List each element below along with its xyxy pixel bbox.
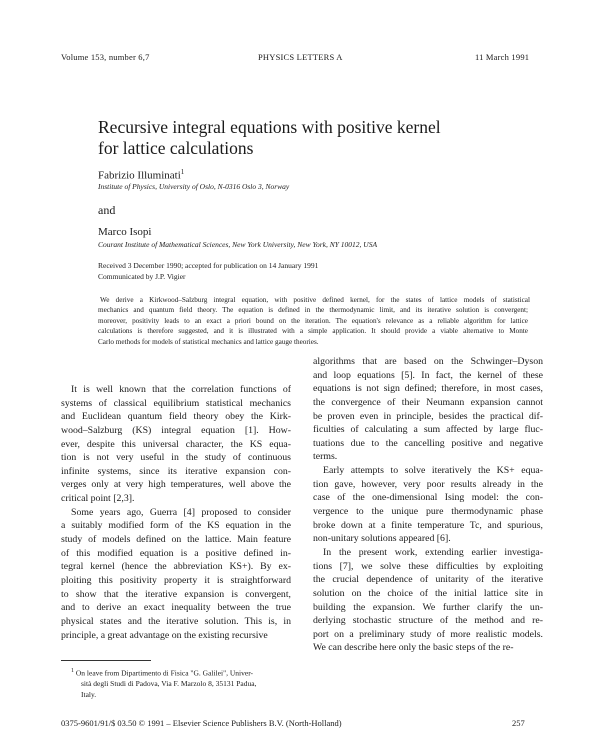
text-line: port on a preliminary study of more realistic models.: [313, 628, 543, 640]
footnote-line: Italy.: [81, 689, 97, 699]
text-line: infinite systems, since its iterative expansion con-: [61, 465, 291, 477]
abstract: [100, 295, 530, 347]
text-line: equations is not sign defined; therefore, in most cases,: [313, 383, 543, 395]
left-column: [61, 383, 291, 642]
right-column: [313, 355, 543, 655]
text-line: and loop equations [5]. In fact, the kernel of these: [313, 369, 543, 381]
communicated-by: Communicated by J.P. Vigier: [98, 272, 186, 281]
text-line: algorithms that are based on the Schwinger–Dyson: [313, 356, 543, 367]
text-line: physical states and the iterative solution. This is, in: [61, 615, 291, 627]
text-line: wood–Salzburg (KS) integral equation [1]. How-: [61, 424, 291, 436]
text-line: verges only at very high temperatures, well above the: [61, 479, 291, 491]
footer-copyright: 0375-9601/91/$ 03.50 © 1991 – Elsevier Science Publishers B.V. (North-Holland): [61, 718, 342, 728]
text-line: study of models defined on the lattice. Main feature: [61, 534, 291, 546]
paragraph: [313, 464, 543, 546]
text-line: principle, a great advantage on the existing recursive: [61, 629, 268, 641]
paragraph: [313, 546, 543, 655]
text-line: the crucial dependence of unitarity of the iterative: [313, 574, 543, 586]
text-line: ficulties of calculating a sum affected by large fluc-: [313, 424, 543, 436]
text-line: tion gave, however, very poor results already in the: [313, 478, 543, 490]
header-volume: Volume 153, number 6,7: [61, 52, 150, 62]
text-line: Some years ago, Guerra [4] proposed to consider: [71, 506, 291, 518]
abstract-line: moreover, positivity leads to an exact a priori bound on the iteration. The equation's relevance as a reliable algorithm for lattice: [98, 316, 528, 325]
footnote-rule: [61, 660, 151, 661]
footnote-text: On leave from Dipartimento di Fisica "G. Galilei", Univer-: [75, 668, 254, 678]
text-line: systems of classical equilibrium statistical mechanics: [61, 397, 291, 409]
author-1-affiliation: Institute of Physics, University of Oslo, N-0316 Oslo 3, Norway: [98, 182, 290, 191]
text-line: broke down at a finite temperature Tc, and spurious,: [313, 519, 543, 531]
text-line: building the expansion. We further clarify the un-: [313, 601, 543, 613]
text-line: and to derive an exact inequality between the true: [61, 602, 291, 614]
abstract-line: We derive a Kirkwood–Salzburg integral equation, with positive defined kernel, for the states of lattice models of statistical: [100, 296, 530, 304]
and-separator: and: [98, 203, 116, 217]
abstract-line: Carlo methods for models of statistical mechanics and lattice gauge theories.: [98, 337, 319, 346]
page-number: 257: [512, 718, 525, 728]
author-1-name: Fabrizio Illuminati: [98, 169, 181, 182]
paper-title: [98, 117, 518, 159]
text-line: vergence to the unique pure thermodynamic phase: [313, 506, 543, 518]
received-dates: Received 3 December 1990; accepted for publication on 14 January 1991: [98, 261, 319, 270]
author-1-footnote-mark: 1: [180, 168, 185, 176]
text-line: We can describe here only the basic steps of the re-: [313, 642, 514, 654]
text-line: the convergence of their Neumann expansion cannot: [313, 396, 543, 408]
text-line: of this modified equation is a positive defined in-: [61, 547, 291, 559]
text-line: to show that the iterative expansion is convergent,: [61, 588, 291, 600]
footnote-mark: 1: [71, 668, 74, 674]
header-date: 11 March 1991: [475, 52, 530, 62]
text-line: ploiting this positivity property it is straightforward: [61, 574, 291, 586]
abstract-line: calculations is therefore suggested, and it is illustrated with a simple application. It should provide a viable alternative to Monte: [98, 327, 528, 336]
text-line: and Euclidean quantum field theory obey the Kirk-: [61, 411, 291, 423]
text-line: case of the one-dimensional Ising model: the con-: [313, 492, 543, 504]
text-line: non-unitary solutions appeared [6].: [313, 533, 451, 545]
text-line: be proven even in principle, besides the practical dif-: [313, 410, 543, 422]
text-line: tegral kernel (hence the abbreviation KS+). By ex-: [61, 561, 291, 573]
footnote-line: [61, 666, 291, 679]
text-line: tions [7], we solve these difficulties by exploiting: [313, 560, 543, 572]
text-line: In the present work, extending earlier investiga-: [323, 547, 543, 558]
paragraph: [61, 383, 291, 506]
author-2-affiliation: Courant Institute of Mathematical Sciences, New York University, New York, NY 10012, USA: [98, 240, 378, 249]
paragraph: [313, 355, 543, 464]
footnote-line: sità degli Studi di Padova, Via F. Marzolo 8, 35131 Padua,: [81, 679, 257, 689]
text-line: tuations due to the cancelling positive and negative: [313, 437, 543, 449]
text-line: tion is not very useful in the study of continuous: [61, 452, 291, 464]
text-line: Early attempts to solve iteratively the KS+ equa-: [323, 465, 543, 477]
header-journal: PHYSICS LETTERS A: [258, 52, 343, 62]
text-line: ever, despite this universal character, the KS equa-: [61, 438, 291, 450]
text-line: terms.: [313, 451, 338, 463]
author-2-name: Marco Isopi: [98, 226, 152, 238]
title-line: Recursive integral equations with positive kernel: [98, 117, 441, 137]
author-1: [98, 168, 184, 182]
text-line: derlying stochastic structure of the method and re-: [313, 615, 543, 627]
paragraph: [61, 506, 291, 642]
text-line: critical point [2,3].: [61, 493, 135, 505]
abstract-line: mechanics and quantum field theory. The equation is defined in the thermodynamic limit, and its iterative solution is convergent;: [98, 306, 528, 315]
footnote: [61, 666, 291, 700]
text-line: a suitably modified form of the KS equation in the: [61, 520, 291, 532]
text-line: solution on the choice of the initial lattice site in: [313, 587, 543, 599]
title-line: for lattice calculations: [98, 138, 254, 158]
text-line: It is well known that the correlation functions of: [71, 384, 291, 395]
